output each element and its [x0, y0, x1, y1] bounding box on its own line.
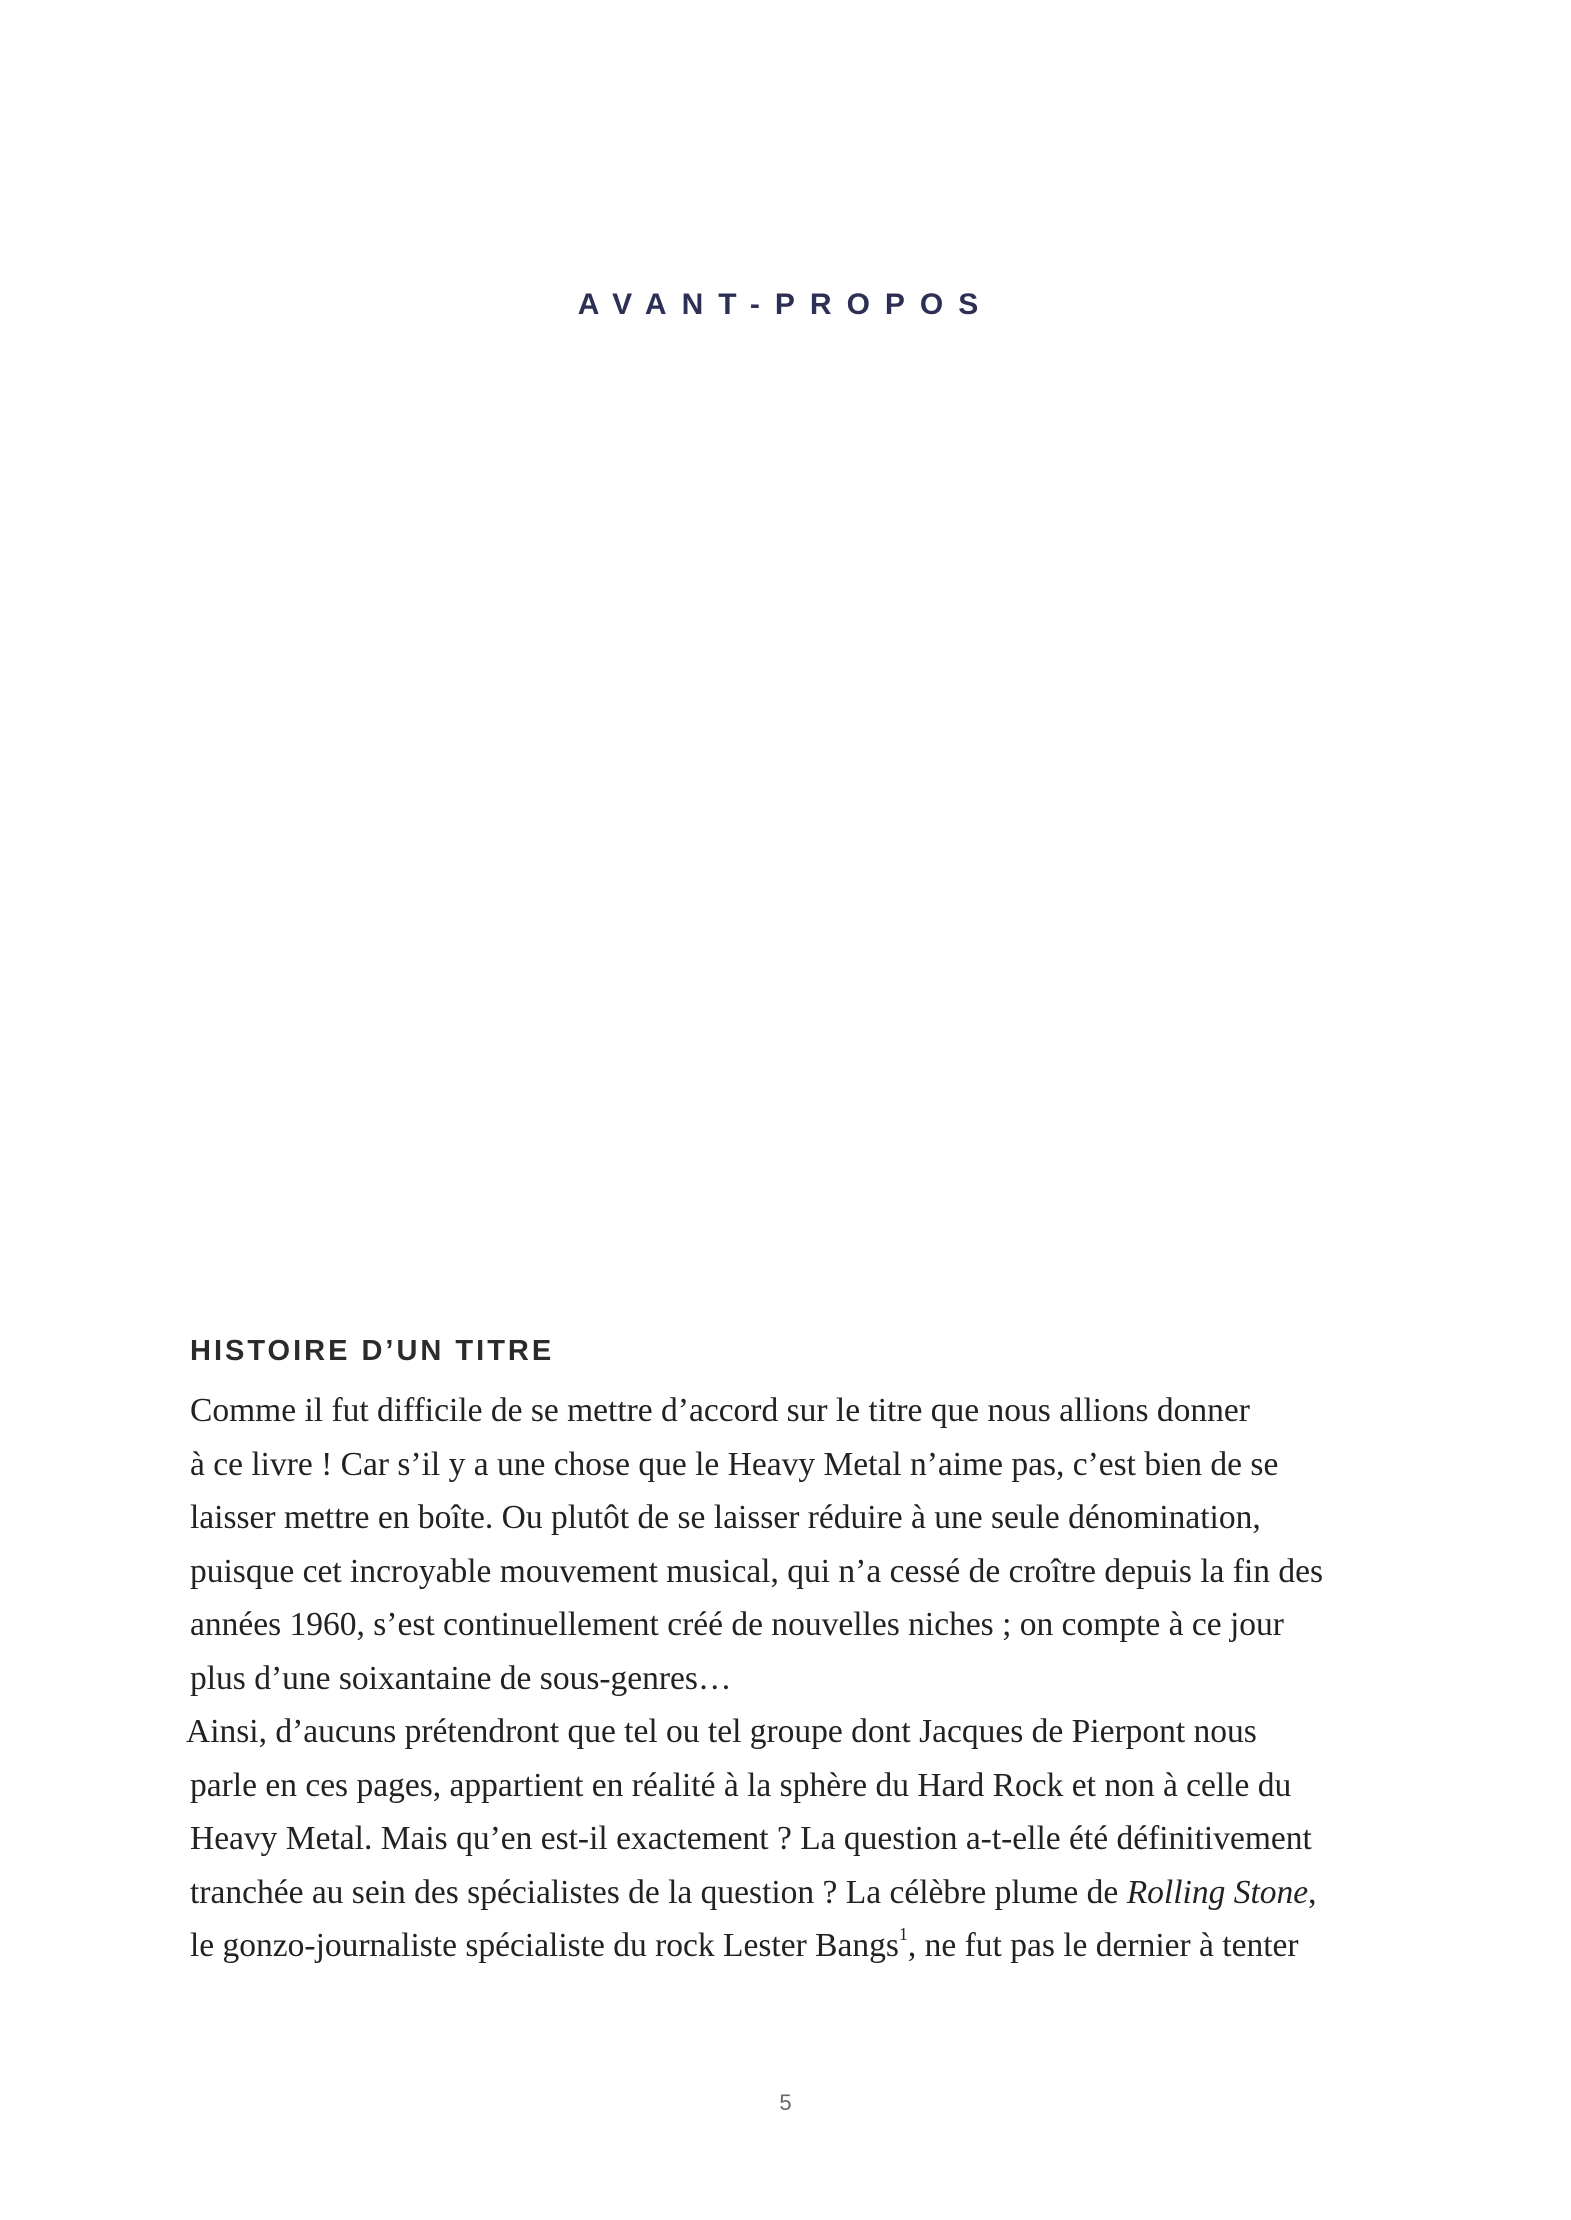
- text-segment: ,: [1308, 1873, 1317, 1911]
- paragraph-2-line: [190, 1866, 1390, 1920]
- paragraph-2-line: Ainsi, d’aucuns prétendront que tel ou tel groupe dont Jacques de Pierpont nous: [186, 1713, 1257, 1750]
- paragraph-1-line: puisque cet incroyable mouvement musical, qui n’a cessé de croître depuis la fin des: [190, 1552, 1324, 1590]
- paragraph-1-line: plus d’une soixantaine de sous-genres…: [190, 1659, 732, 1697]
- text-segment: , ne fut pas le dernier à tenter: [907, 1927, 1299, 1964]
- text-segment: le gonzo-journaliste spécialiste du rock Lester Bangs: [190, 1927, 899, 1964]
- footnote-marker[interactable]: 1: [898, 1923, 908, 1944]
- page-number: 5: [779, 2090, 792, 2115]
- magazine-title: Rolling Stone: [1126, 1873, 1309, 1911]
- paragraph-1-line: laisser mettre en boîte. Ou plutôt de se laisser réduire à une seule dénomination,: [190, 1499, 1261, 1536]
- paragraph-2-line: [190, 1919, 1390, 1973]
- paragraph-1-line: à ce livre ! Car s’il y a une chose que le Heavy Metal n’aime pas, c’est bien de se: [190, 1445, 1279, 1483]
- body-text: [186, 1384, 1390, 1973]
- section-heading: HISTOIRE D’UN TITRE: [190, 1335, 555, 1367]
- paragraph-1-line: Comme il fut difficile de se mettre d’accord sur le titre que nous allions donner: [190, 1392, 1250, 1429]
- paragraph-1-line: années 1960, s’est continuellement créé de nouvelles niches ; on compte à ce jour: [190, 1606, 1284, 1643]
- text-segment: tranchée au sein des spécialistes de la question ? La célèbre plume de: [190, 1873, 1127, 1911]
- chapter-title: AVANT-PROPOS: [577, 288, 994, 321]
- paragraph-2-line: parle en ces pages, appartient en réalité à la sphère du Hard Rock et non à celle du: [190, 1766, 1292, 1804]
- paragraph-2-line: Heavy Metal. Mais qu’en est-il exactement ? La question a-t-elle été définitivement: [190, 1820, 1312, 1857]
